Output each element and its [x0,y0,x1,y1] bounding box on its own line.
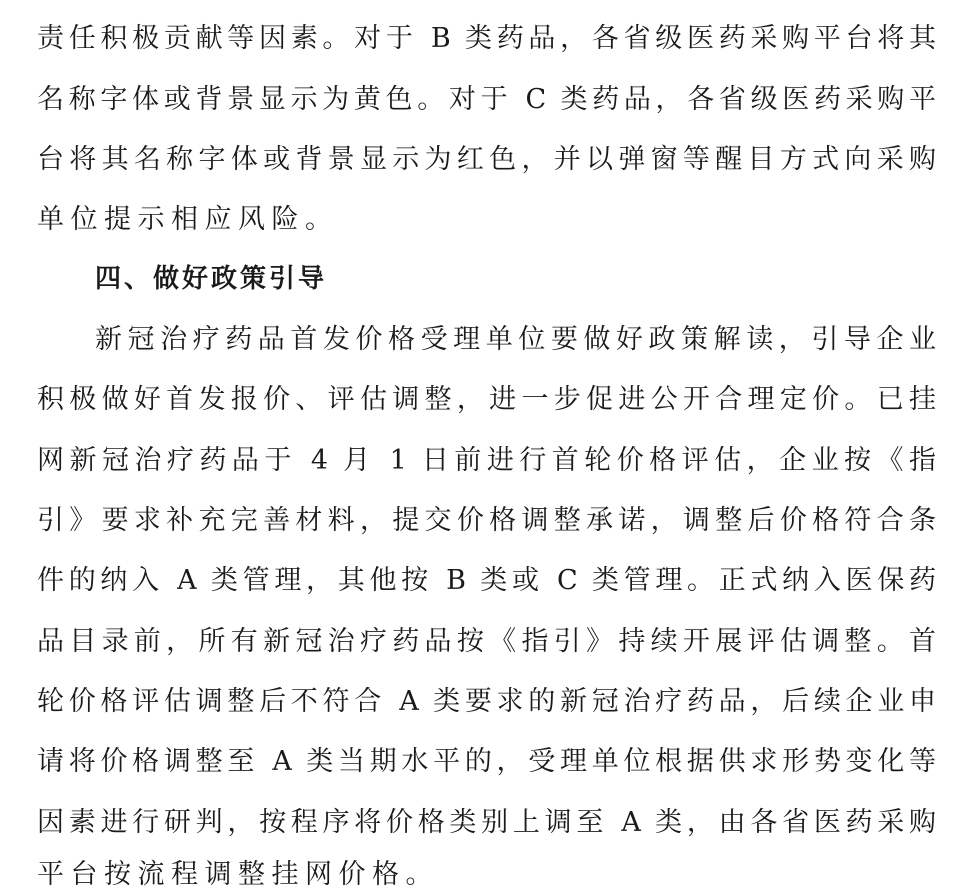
paragraph-line: 新冠治疗药品首发价格受理单位要做好政策解读，引导企业 [95,324,937,355]
paragraph-line: 件的纳入 A 类管理，其他按 B 类或 C 类管理。正式纳入医保药 [37,565,937,596]
paragraph-line: 因素进行研判，按程序将价格类别上调至 A 类，由各省医药采购 [37,807,937,838]
paragraph-line: 网新冠治疗药品于 4 月 1 日前进行首轮价格评估，企业按《指 [37,445,937,476]
paragraph-line: 单位提示相应风险。 [37,204,339,235]
paragraph-line: 积极做好首发报价、评估调整，进一步促进公开合理定价。已挂 [37,384,937,415]
paragraph-line: 台将其名称字体或背景显示为红色，并以弹窗等醒目方式向采购 [37,144,937,175]
section-heading: 四、做好政策引导 [95,264,328,294]
paragraph-line: 名称字体或背景显示为黄色。对于 C 类药品，各省级医药采购平 [37,84,937,115]
paragraph-line: 轮价格评估调整后不符合 A 类要求的新冠治疗药品，后续企业申 [37,686,937,717]
paragraph-line: 平台按流程调整挂网价格。 [37,859,439,890]
paragraph-line: 请将价格调整至 A 类当期水平的，受理单位根据供求形势变化等 [37,746,937,777]
paragraph-line: 引》要求补充完善材料，提交价格调整承诺，调整后价格符合条 [37,505,937,536]
paragraph-line: 责任积极贡献等因素。对于 B 类药品，各省级医药采购平台将其 [37,23,937,54]
paragraph-line: 品目录前，所有新冠治疗药品按《指引》持续开展评估调整。首 [37,626,937,657]
